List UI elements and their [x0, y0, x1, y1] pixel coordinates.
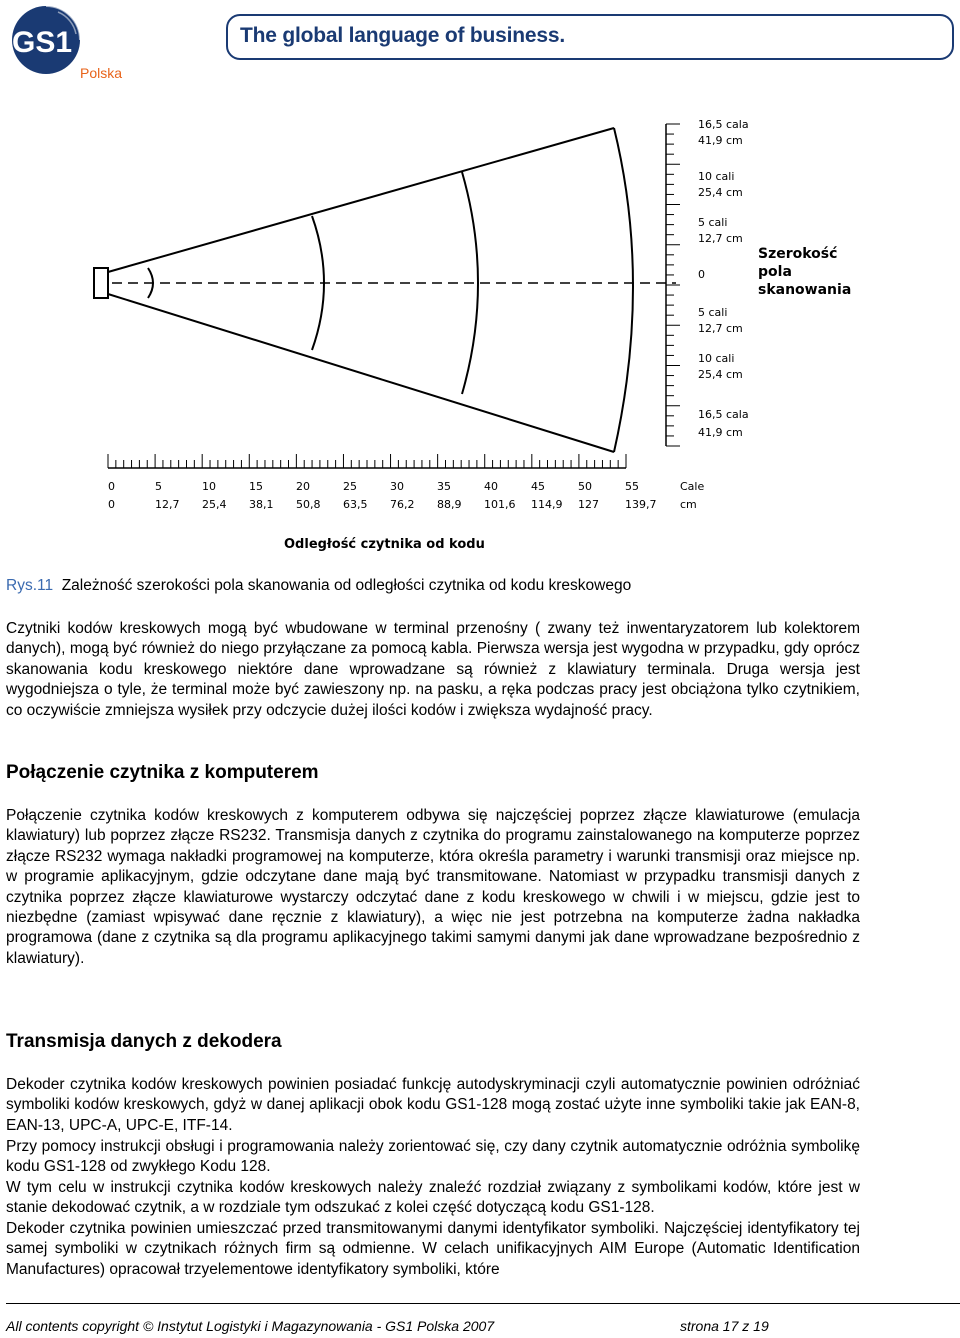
distance-tick-cm: 76,2 — [390, 498, 415, 511]
distance-tick-inches: 25 — [343, 480, 357, 493]
distance-axis-title: Odległość czytnika od kodu — [284, 537, 485, 552]
distance-labels — [108, 480, 657, 511]
width-mark-2-cm: 25,4 cm — [698, 186, 743, 199]
distance-tick-cm: 114,9 — [531, 498, 563, 511]
paragraph-decoder-1: Dekoder czytnika kodów kreskowych powinien posiadać funkcję autodyskryminacji czyli automatycznie powinien odróżniać symboliki kodów kreskowych, gdyż w danej aplikacji obok kodu GS1-128 mogą zostać użyte inne symboliki takie jak EAN-8, EAN-13, UPC-A, UPC-E, ITF-14. — [6, 1076, 860, 1134]
distance-tick-cm: 25,4 — [202, 498, 227, 511]
scanner-body — [94, 268, 108, 298]
paragraph-decoder-3: W tym celu w instrukcji czytnika kodów kreskowych należy znaleźć rozdział związany z symbolikami kodów, które jest w stanie dekodować czytnik, a w rozdziale tym odszukać z kolei część dotyczącą kodu GS1-128. — [6, 1179, 860, 1217]
distance-tick-cm: 0 — [108, 498, 115, 511]
distance-tick-cm: 12,7 — [155, 498, 180, 511]
unit-cm: cm — [680, 498, 697, 511]
paragraph-decoder-2: Przy pomocy instrukcji obsługi i programowania należy zorientować się, czy dany czytnik automatycznie odróżnia symbolikę kodu GS1-128 od zwykłego Kodu 128. — [6, 1138, 860, 1176]
distance-tick-inches: 20 — [296, 480, 310, 493]
paragraph-connection: Połączenie czytnika kodów kreskowych z komputerem odbywa się najczęściej poprzez złącze klawiaturowe (emulacja klawiatury) lub poprzez złącze RS232. Transmisja danych z czytnika do programu zainstalowanego na komputerze poprzez złącze RS232 wymaga nakładki programowej na komputerze, która określa parametry i warunki transmisji oraz miejsce np. w programie aplikacyjnym, gdzie odczytane dane mają być transmitowane. Natomiast w przypadku transmisji danych z czytnika poprzez złącze klawiaturowe wystarczy odczytać dane z kodu kreskowego w chwili i w miejscu, gdzie jest to niezbędne (zamiast wpisywać dane ręcznie z klawiatury), a więc nie jest potrzebna na komputerze żadna nakładka programowa (dane z czytnika są dla programu aplikacyjnego takimi samymi danymi jak dane wprowadzane bezpośrednio z klawiatury). — [6, 807, 860, 967]
width-mark-6: 10 cali — [698, 352, 735, 365]
width-mark-3: 5 cali — [698, 216, 728, 229]
distance-tick-inches: 55 — [625, 480, 639, 493]
width-title-line-1: Szerokość — [758, 246, 838, 262]
distance-tick-cm: 38,1 — [249, 498, 274, 511]
width-mark-4: 0 — [698, 268, 705, 281]
gs1-logo-mark — [12, 6, 80, 74]
footer-divider — [6, 1303, 960, 1304]
width-title-line-3: skanowania — [758, 282, 852, 298]
width-mark-6-cm: 25,4 cm — [698, 368, 743, 381]
distance-tick-cm: 139,7 — [625, 498, 657, 511]
width-mark-5-cm: 12,7 cm — [698, 322, 743, 335]
unit-inches: Cale — [680, 480, 705, 493]
gs1-polska-logo — [6, 4, 126, 84]
distance-tick-cm: 50,8 — [296, 498, 321, 511]
width-title-line-2: pola — [758, 264, 792, 280]
svg-text:GS1: GS1 — [11, 26, 73, 59]
width-mark-7: 16,5 cala — [698, 408, 749, 421]
heading-connection: Połączenie czytnika z komputerem — [6, 762, 319, 783]
distance-tick-inches: 10 — [202, 480, 216, 493]
width-ruler-ticks — [666, 124, 680, 446]
distance-tick-inches: 0 — [108, 480, 115, 493]
width-mark-5: 5 cali — [698, 306, 728, 319]
paragraph-readers: Czytniki kodów kreskowych mogą być wbudowane w terminal przenośny ( zwany też inwentaryzatorem lub kolektorem danych), mogą być również do niego przyłączane za pomocą kabla. Pierwsza wersja jest wygodna w przypadku, gdy oprócz skanowania kodu kreskowego niektóre dane wprowadzane są również z klawiatury terminala. Druga wersja jest wygodniejsza o tyle, że terminal może być zawieszony np. na pasku, a ręka podczas pracy jest obciążona tylko czytnikiem, co oczywiście zmniejsza wysiłek przy odczycie dużej ilości kodów i zwiększa wydajność pracy. — [6, 620, 860, 719]
distance-tick-inches: 30 — [390, 480, 404, 493]
width-title — [758, 246, 851, 298]
distance-tick-cm: 88,9 — [437, 498, 462, 511]
distance-tick-cm: 127 — [578, 498, 599, 511]
distance-ruler-ticks — [108, 454, 626, 468]
caption-text: Zależność szerokości pola skanowania od odległości czytnika od kodu kreskowego — [61, 577, 632, 594]
footer-page-number: strona 17 z 19 — [680, 1318, 769, 1334]
tagline: The global language of business. — [240, 24, 565, 47]
heading-decoder: Transmisja danych z dekodera — [6, 1031, 282, 1052]
distance-tick-inches: 35 — [437, 480, 451, 493]
width-labels — [698, 118, 749, 439]
footer-copyright: All contents copyright © Instytut Logistyki i Magazynowania - GS1 Polska 2007 — [6, 1318, 495, 1334]
distance-tick-cm: 101,6 — [484, 498, 516, 511]
distance-tick-inches: 45 — [531, 480, 545, 493]
distance-tick-inches: 15 — [249, 480, 263, 493]
width-mark-2: 10 cali — [698, 170, 735, 183]
scan-beam — [108, 128, 614, 452]
distance-tick-inches: 50 — [578, 480, 592, 493]
width-mark-1-cm: 41,9 cm — [698, 134, 743, 147]
distance-tick-cm: 63,5 — [343, 498, 368, 511]
distance-tick-inches: 40 — [484, 480, 498, 493]
scan-width-diagram — [86, 96, 860, 560]
paragraph-decoder-4: Dekoder czytnika powinien umieszczać przed transmitowanymi danymi identyfikator symboliki. Najczęściej identyfikatory tej samej symboliki w czytnikach różnych firm są odmienne. W celach unifikacyjnych AIM Europe (Automatic Identification Manufactures) opracował trzyelementowe identyfikatory symboliki, które — [6, 1220, 860, 1278]
width-mark-7-cm: 41,9 cm — [698, 426, 743, 439]
figure-caption — [6, 577, 631, 595]
scan-arc — [614, 128, 633, 452]
width-mark-1: 16,5 cala — [698, 118, 749, 131]
logo-country: Polska — [80, 65, 123, 81]
caption-prefix: Rys.11 — [6, 577, 54, 594]
distance-tick-inches: 5 — [155, 480, 162, 493]
width-mark-3-cm: 12,7 cm — [698, 232, 743, 245]
